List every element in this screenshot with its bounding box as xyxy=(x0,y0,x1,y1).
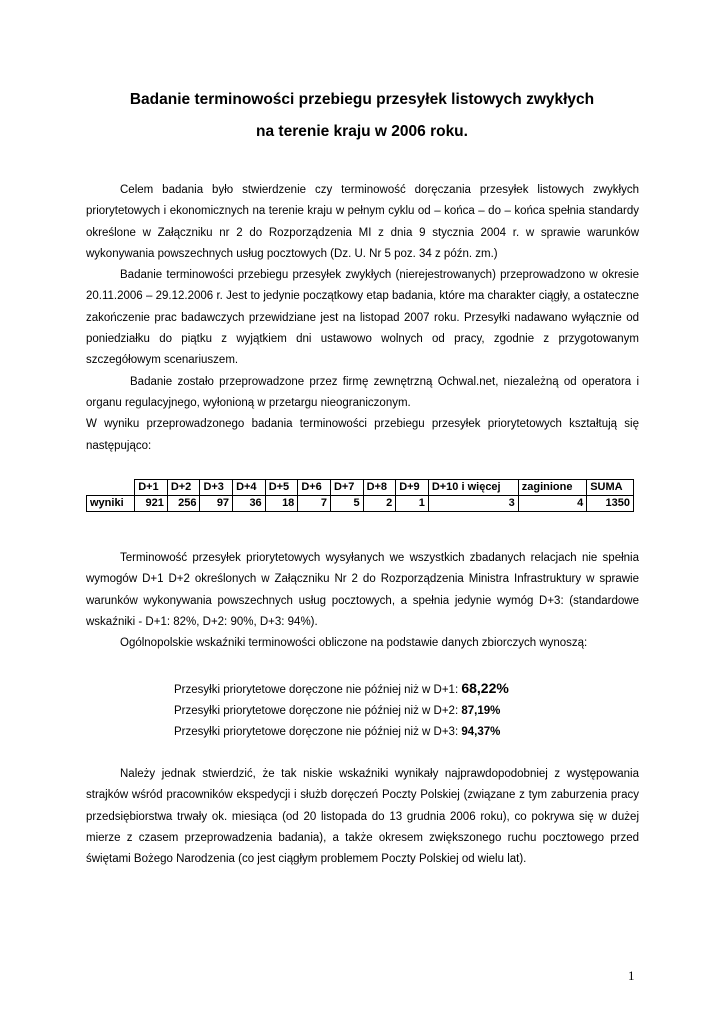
results-paragraph-1: Terminowość przesyłek priorytetowych wysyłanych we wszystkich zbadanych relacjach nie spełnia wymogów D+1 D+2 określonych w Załączniku Nr 2 do Rozporządzenia Ministra Infrastruktury w sprawie warunków wykonywania powszechnych usług pocztowych, a spełnia jedynie wymóg D+3: (standardowe wskaźniki - D+1: 82%, D+2: 90%, D+3: 94%). xyxy=(86,552,639,628)
indicator-value: 94,37% xyxy=(461,726,501,738)
table-cell: 3 xyxy=(428,496,518,512)
table-cell: 4 xyxy=(518,496,586,512)
conclusion-section xyxy=(86,764,639,870)
table-header-cell: D+1 xyxy=(135,480,168,496)
table-row xyxy=(87,496,634,512)
page-title xyxy=(60,84,664,148)
conclusion-paragraph: Należy jednak stwierdzić, że tak niskie wskaźniki wynikały najprawdopodobniej z występowania strajków wśród pracowników ekspedycji i służb doręczeń Poczty Polskiej (związane z tym zaburzenia pracy przedsiębiorstwa trwały ok. miesiąca (od 20 listopada do 13 grudnia 2006 roku), co pokrywa się w dużej mierze z czasem przeprowadzenia badania), a także okresem zwiększonego ruchu pocztowego przed świętami Bożego Narodzenia (co jest ciągłym problemem Poczty Polskiej od wielu lat). xyxy=(86,768,639,866)
table-header-cell: D+10 i więcej xyxy=(428,480,518,496)
table-header-cell: SUMA xyxy=(587,480,634,496)
table-cell: 36 xyxy=(233,496,266,512)
indicator-label: Przesyłki priorytetowe doręczone nie później niż w D+2 xyxy=(174,705,455,717)
table-header-cell: D+3 xyxy=(200,480,233,496)
indicator-list xyxy=(174,678,644,743)
table-row-label: wyniki xyxy=(87,496,135,512)
title-line-1: Badanie terminowości przebiegu przesyłek listowych zwykłych xyxy=(129,91,595,108)
indicator-item: Przesyłki priorytetowe doręczone nie później niż w D+2: 87,19% xyxy=(174,705,501,717)
table-header-cell: D+7 xyxy=(330,480,363,496)
intro-section xyxy=(86,180,639,457)
intro-paragraph-4: W wyniku przeprowadzonego badania terminowości przebiegu przesyłek priorytetowych kształtują się następująco: xyxy=(86,418,639,452)
table-cell: 921 xyxy=(135,496,168,512)
table-header-cell: D+5 xyxy=(265,480,298,496)
results-table xyxy=(86,479,634,512)
results-paragraph-2: Ogólnopolskie wskaźniki terminowości obliczone na podstawie danych zbiorczych wynoszą: xyxy=(120,637,588,650)
table-cell: 18 xyxy=(265,496,298,512)
table-header-row xyxy=(87,480,634,496)
table-cell: 5 xyxy=(330,496,363,512)
results-section xyxy=(86,548,639,654)
table-cell: 7 xyxy=(298,496,331,512)
table-header-cell: D+8 xyxy=(363,480,396,496)
intro-paragraph-2: Badanie terminowości przebiegu przesyłek zwykłych (nierejestrowanych) przeprowadzono w okresie 20.11.2006 – 29.12.2006 r. Jest to jedynie początkowy etap badania, które ma charakter ciągły, a ostateczne zakończenie prac badawczych przewidziane jest na listopad 2007 roku. Przesyłki nadawano wyłącznie od poniedziałku do piątku z wyjątkiem dni ustawowo wolnych od pracy, zgodnie z przygotowanym szczegółowym scenariuszem. xyxy=(86,269,639,367)
page-number: 1 xyxy=(628,968,635,983)
table-header-cell: D+9 xyxy=(396,480,429,496)
table-header-cell: D+2 xyxy=(167,480,200,496)
intro-paragraph-3: Badanie zostało przeprowadzone przez firmę zewnętrzną Ochwal.net, niezależną od operatora i organu regulacyjnego, wyłonioną w przetargu nieograniczonym. xyxy=(86,375,639,409)
table-cell: 256 xyxy=(167,496,200,512)
indicator-value: 68,22% xyxy=(461,680,509,696)
table-corner-cell xyxy=(87,480,135,496)
title-line-2: na terenie kraju w 2006 roku. xyxy=(256,123,468,140)
table-cell: 2 xyxy=(363,496,396,512)
table-cell: 97 xyxy=(200,496,233,512)
indicator-value: 87,19% xyxy=(461,705,501,717)
indicator-item: Przesyłki priorytetowe doręczone nie później niż w D+1: 68,22% xyxy=(174,680,509,696)
intro-paragraph-1: Celem badania było stwierdzenie czy terminowość doręczania przesyłek listowych zwykłych priorytetowych i ekonomicznych na terenie kraju w pełnym cyklu od – końca – do – końca spełnia standardy określone w Załączniku nr 2 do Rozporządzenia MI z dnia 9 stycznia 2004 r. w sprawie warunków wykonywania powszechnych usług pocztowych (Dz. U. Nr 5 poz. 34 z późn. zm.) xyxy=(86,184,639,260)
indicator-label: Przesyłki priorytetowe doręczone nie później niż w D+1 xyxy=(174,684,455,696)
indicator-label: Przesyłki priorytetowe doręczone nie później niż w D+3 xyxy=(174,726,455,738)
table-header-cell: D+6 xyxy=(298,480,331,496)
table-header-cell: D+4 xyxy=(233,480,266,496)
indicator-item: Przesyłki priorytetowe doręczone nie później niż w D+3: 94,37% xyxy=(174,726,501,738)
table-cell: 1 xyxy=(396,496,429,512)
table-header-cell: zaginione xyxy=(518,480,586,496)
table-cell: 1350 xyxy=(587,496,634,512)
